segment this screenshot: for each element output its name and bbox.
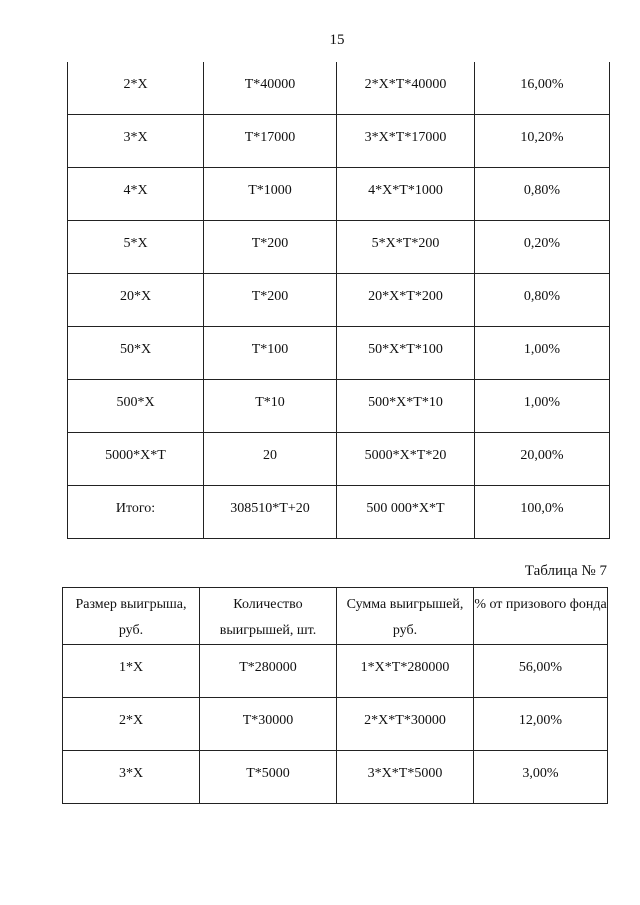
table-cell xyxy=(474,751,608,804)
cell-text: 0,80% xyxy=(523,183,561,198)
table-cell xyxy=(200,645,337,698)
table-cell xyxy=(337,698,474,751)
table-cell xyxy=(63,698,200,751)
table-cell xyxy=(474,645,608,698)
table-row xyxy=(68,168,610,221)
cell-text: 308510*T+20 xyxy=(230,501,310,516)
page-number: 15 xyxy=(329,32,345,48)
table-cell xyxy=(204,380,337,433)
cell-text: 0,80% xyxy=(523,289,561,304)
cell-text: 100,0% xyxy=(520,501,564,516)
table-cell xyxy=(337,588,474,645)
table-cell xyxy=(63,751,200,804)
cell-text: 12,00% xyxy=(518,713,563,728)
table-cell xyxy=(204,221,337,274)
table-cell xyxy=(475,327,610,380)
table-cell xyxy=(200,588,337,645)
cell-text: T*17000 xyxy=(244,130,296,145)
cell-text: T*10 xyxy=(255,395,285,410)
cell-text: 1*X*T*280000 xyxy=(360,660,450,675)
cell-text: 0,20% xyxy=(523,236,561,251)
cell-text: 56,00% xyxy=(518,660,563,675)
table-cell xyxy=(474,588,608,645)
cell-text: 20 xyxy=(263,448,277,463)
table-cell xyxy=(337,751,474,804)
cell-text: 20*X xyxy=(119,289,152,304)
table-cell xyxy=(204,486,337,539)
table-cell xyxy=(337,486,475,539)
cell-text: 2*X xyxy=(123,77,148,92)
prize-table-7 xyxy=(62,587,608,804)
cell-text: 4*X*T*1000 xyxy=(368,183,443,198)
table-cell xyxy=(68,168,204,221)
cell-text: 5000*X*T*20 xyxy=(364,448,447,463)
cell-text: 500*X xyxy=(116,395,155,410)
cell-text: T*200 xyxy=(251,236,289,251)
prize-table-continued xyxy=(67,62,610,539)
table-cell xyxy=(475,274,610,327)
table-cell xyxy=(68,380,204,433)
table-row xyxy=(68,221,610,274)
table-cell xyxy=(200,698,337,751)
table-cell xyxy=(475,486,610,539)
table-row xyxy=(68,62,610,115)
table-row xyxy=(68,327,610,380)
table-cell xyxy=(474,698,608,751)
table-cell xyxy=(475,433,610,486)
cell-text: 3*X*T*17000 xyxy=(364,130,447,145)
table-row xyxy=(68,380,610,433)
cell-text: 50*X xyxy=(119,342,152,357)
table-row xyxy=(68,433,610,486)
cell-text: 1,00% xyxy=(523,395,561,410)
cell-text: T*40000 xyxy=(244,77,296,92)
table-row xyxy=(68,486,610,539)
table-cell xyxy=(204,327,337,380)
table-cell xyxy=(475,380,610,433)
table-cell xyxy=(475,168,610,221)
table-row xyxy=(68,115,610,168)
cell-text: Сумма выигрышей, руб. xyxy=(346,597,464,638)
table-row xyxy=(68,274,610,327)
cell-text: 500*X*T*10 xyxy=(368,395,443,410)
cell-text: T*30000 xyxy=(242,713,294,728)
cell-text: T*100 xyxy=(251,342,289,357)
table-cell xyxy=(68,433,204,486)
table-cell xyxy=(63,645,200,698)
cell-text: T*280000 xyxy=(239,660,297,675)
table-cell xyxy=(204,433,337,486)
table-cell xyxy=(68,486,204,539)
table-cell xyxy=(337,221,475,274)
table-cell xyxy=(68,327,204,380)
table-cell xyxy=(337,168,475,221)
table-cell xyxy=(337,274,475,327)
table-cell xyxy=(337,380,475,433)
cell-text: 3*X xyxy=(118,766,144,781)
cell-text: 3,00% xyxy=(522,766,559,781)
table-header-row xyxy=(63,588,608,645)
table-cell xyxy=(475,115,610,168)
cell-text: 1,00% xyxy=(523,342,561,357)
cell-text: 3*X*T*5000 xyxy=(367,766,443,781)
cell-text: 500 000*X*T xyxy=(366,501,445,516)
table-cell xyxy=(204,168,337,221)
table-cell xyxy=(63,588,200,645)
table-cell xyxy=(204,62,337,115)
cell-text: 20*X*T*200 xyxy=(368,289,443,304)
table-row xyxy=(63,751,608,804)
cell-text: Итого: xyxy=(115,501,156,516)
cell-text: T*200 xyxy=(251,289,289,304)
table-cell xyxy=(337,433,475,486)
cell-text: T*1000 xyxy=(248,183,292,198)
cell-text: 2*X xyxy=(118,713,144,728)
cell-text: 20,00% xyxy=(520,448,564,463)
table-cell xyxy=(68,62,204,115)
cell-text: 2*X*T*30000 xyxy=(364,713,446,728)
cell-text: 1*X xyxy=(118,660,144,675)
cell-text: 5*X*T*200 xyxy=(371,236,440,251)
table-cell xyxy=(204,115,337,168)
table-caption: Таблица № 7 xyxy=(524,563,607,579)
table-cell xyxy=(337,62,475,115)
table-cell xyxy=(337,115,475,168)
cell-text: 5*X xyxy=(123,236,148,251)
table-cell xyxy=(475,62,610,115)
table-cell xyxy=(337,327,475,380)
cell-text: % от призового фонда xyxy=(474,597,607,612)
table-cell xyxy=(337,645,474,698)
table-row xyxy=(63,645,608,698)
table-cell xyxy=(475,221,610,274)
cell-text: 50*X*T*100 xyxy=(368,342,443,357)
cell-text: 16,00% xyxy=(520,77,564,92)
cell-text: 2*X*T*40000 xyxy=(364,77,447,92)
cell-text: 10,20% xyxy=(520,130,564,145)
cell-text: 3*X xyxy=(123,130,148,145)
table-cell xyxy=(204,274,337,327)
cell-text: Размер выигрыша, руб. xyxy=(75,597,187,638)
table-cell xyxy=(68,274,204,327)
cell-text: Количество выигрышей, шт. xyxy=(219,597,317,638)
table-cell xyxy=(68,115,204,168)
cell-text: 4*X xyxy=(123,183,148,198)
table-cell xyxy=(68,221,204,274)
table-row xyxy=(63,698,608,751)
cell-text: 5000*X*T xyxy=(105,448,166,463)
cell-text: T*5000 xyxy=(246,766,290,781)
table-cell xyxy=(200,751,337,804)
